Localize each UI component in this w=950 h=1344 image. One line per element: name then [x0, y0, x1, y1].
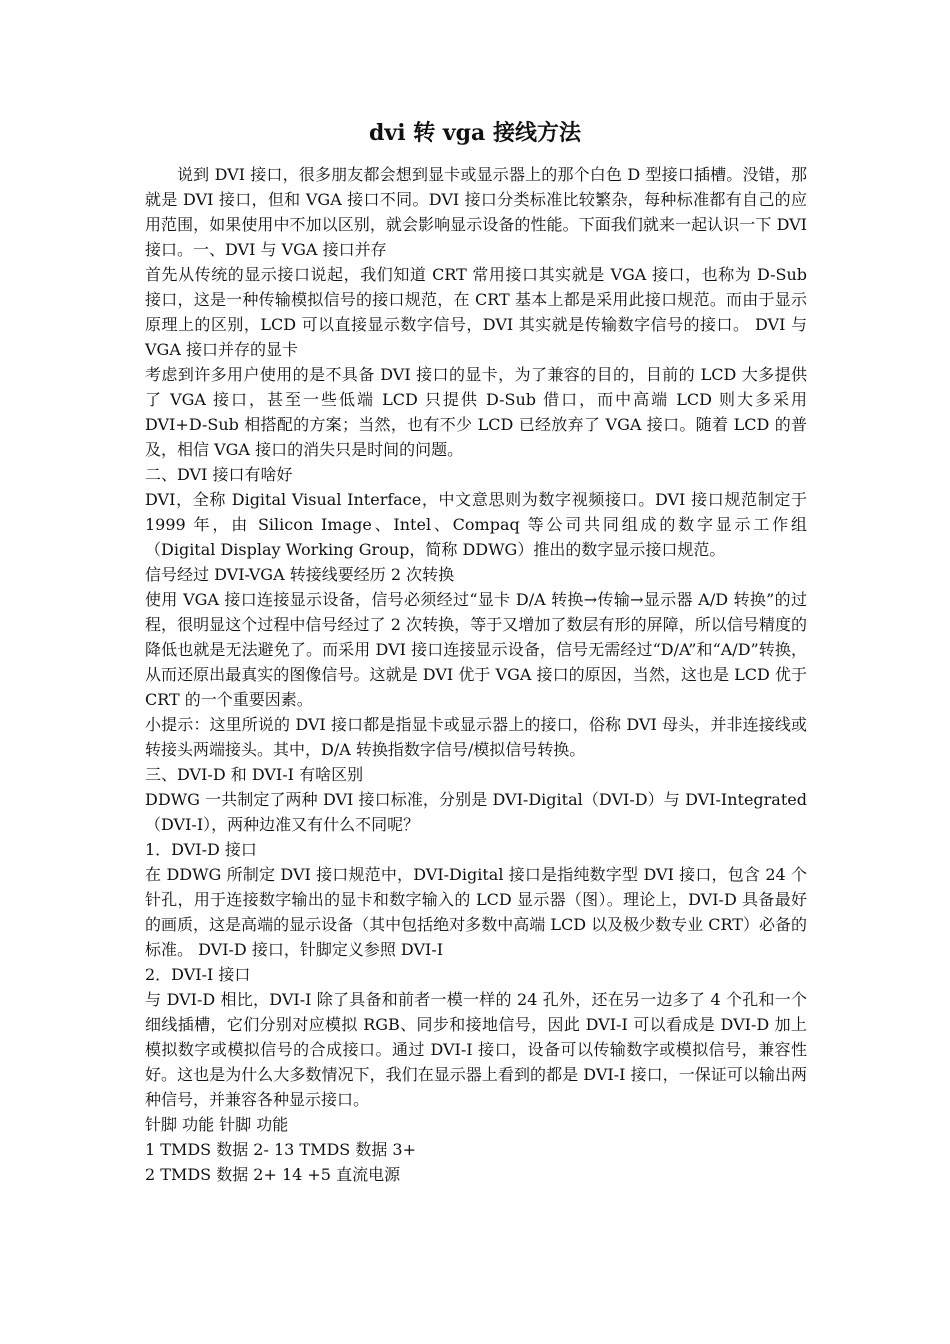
- paragraph-standards: DDWG 一共制定了两种 DVI 接口标准，分别是 DVI-Digital（DVI-D）与 DVI-Integrated（DVI-I），两种边准又有什么不同呢？: [145, 790, 807, 834]
- pin-table-header: 针脚 功能 针脚 功能: [145, 1115, 289, 1134]
- paragraph-conversion: 使用 VGA 接口连接显示设备，信号必须经过“显卡 D/A 转换→传输→显示器 A/D 转换”的过程，很明显这个过程中信号经过了 2 次转换，等于又增加了数层有形的屏障，所以信号精度的降低也就是无法避免了。而采用 DVI 接口连接显示设备，信号无需经过“D/A”和“A/D”转换，从而还原出最真实的图像信号。这就是 DVI 优于 VGA 接口的原因，当然，这也是 LCD 优于 CRT 的一个重要因素。: [145, 590, 807, 709]
- paragraph-tip: 小提示：这里所说的 DVI 接口都是指显卡或显示器上的接口，俗称 DVI 母头，并非连接线或转接头两端接头。其中，D/A 转换指数字信号/模拟信号转换。: [145, 715, 807, 759]
- paragraph-dvi-i: 与 DVI-D 相比，DVI-I 除了具备和前者一模一样的 24 孔外，还在另一边多了 4 个孔和一个细线插槽，它们分别对应模拟 RGB、同步和接地信号，因此 DVI-I 可以看成是 DVI-D 加上模拟数字或模拟信号的合成接口。通过 DVI-I 接口，设备可以传输数字或模拟信号，兼容性好。这也是为什么大多数情况下，我们在显示器上看到的都是 DVI-I 接口，一保证可以输出两种信号，并兼容各种显示接口。: [145, 990, 807, 1109]
- pin-table-row: 1 TMDS 数据 2- 13 TMDS 数据 3+: [145, 1140, 417, 1159]
- paragraph-dvi-definition: DVI，全称 Digital Visual Interface，中文意思则为数字视频接口。DVI 接口规范制定于 1999 年，由 Silicon Image、Intel、Compaq 等公司共同组成的数字显示工作组（Digital Display Working Group，简称 DDWG）推出的数字显示接口规范。: [145, 490, 807, 559]
- paragraph-dvi-d: 在 DDWG 所制定 DVI 接口规范中，DVI-Digital 接口是指纯数字型 DVI 接口，包含 24 个针孔，用于连接数字输出的显卡和数字输入的 LCD 显示器（图）。理论上，DVI-D 具备最好的画质，这是高端的显示设备（其中包括绝对多数中高端 LCD 以及极少数专业 CRT）必备的标准。 DVI-D 接口，针脚定义参照 DVI-I: [145, 865, 807, 959]
- subheading-dvi-i: 2．DVI-I 接口: [145, 965, 251, 984]
- document-body: [145, 162, 807, 1187]
- section-heading-2: 二、DVI 接口有啥好: [145, 465, 293, 484]
- paragraph-intro: 说到 DVI 接口，很多朋友都会想到显卡或显示器上的那个白色 D 型接口插槽。没错，那就是 DVI 接口，但和 VGA 接口不同。DVI 接口分类标准比较繁杂，每种标准都有自己的应用范围，如果使用中不加以区别，就会影响显示设备的性能。下面我们就来一起认识一下 DVI 接口。一、DVI 与 VGA 接口并存: [145, 165, 807, 259]
- paragraph-compatibility: 考虑到许多用户使用的是不具备 DVI 接口的显卡，为了兼容的目的，目前的 LCD 大多提供了 VGA 接口，甚至一些低端 LCD 只提供 D-Sub 借口，而中高端 LCD 则大多采用 DVI+D-Sub 相搭配的方案；当然，也有不少 LCD 已经放弃了 VGA 接口。随着 LCD 的普及，相信 VGA 接口的消失只是时间的问题。: [145, 365, 807, 459]
- pin-table-row: 2 TMDS 数据 2+ 14 +5 直流电源: [145, 1165, 401, 1184]
- document-title: dvi 转 vga 接线方法: [369, 120, 581, 146]
- paragraph-conversion-heading: 信号经过 DVI-VGA 转接线要经历 2 次转换: [145, 565, 455, 584]
- paragraph-crt-vga: 首先从传统的显示接口说起，我们知道 CRT 常用接口其实就是 VGA 接口，也称为 D-Sub 接口，这是一种传输模拟信号的接口规范，在 CRT 基本上都是采用此接口规范。而由于显示原理上的区别，LCD 可以直接显示数字信号，DVI 其实就是传输数字信号的接口。 DVI 与 VGA 接口并存的显卡: [145, 265, 807, 359]
- subheading-dvi-d: 1．DVI-D 接口: [145, 840, 257, 859]
- section-heading-3: 三、DVI-D 和 DVI-I 有啥区别: [145, 765, 364, 784]
